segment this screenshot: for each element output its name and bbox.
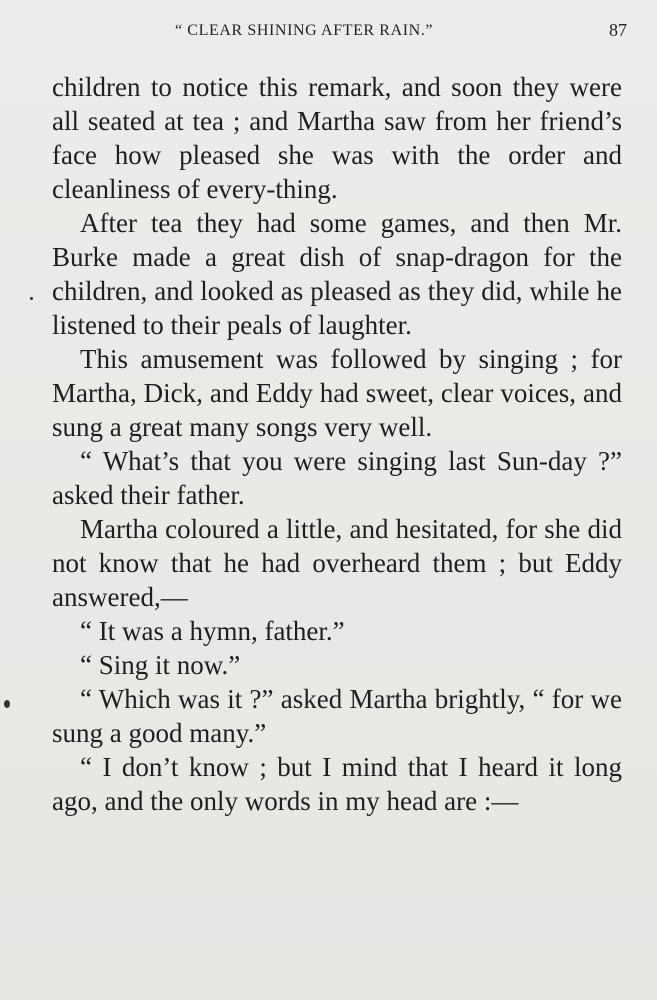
ink-speck [30,297,33,300]
paragraph: Martha coloured a little, and hesitated, for she did not know that he had overheard them ; but Eddy answered,— [52,514,622,612]
paragraph: “ Sing it now.” [80,650,241,680]
page-number: 87 [609,20,627,40]
paragraph: This amusement was followed by singing ; for Martha, Dick, and Eddy had sweet, clear voices, and sung a great many songs very well. [52,344,622,442]
body-text [52,70,622,818]
paragraph: “ What’s that you were singing last Sun-day ?” asked their father. [52,446,622,510]
running-head-title: “ CLEAR SHINING AFTER RAIN.” [175,22,434,39]
ink-speck [4,700,10,708]
paragraph: children to notice this remark, and soon they were all seated at tea ; and Martha saw from her friend’s face how pleased she was with the order and cleanliness of every-thing. [52,72,622,204]
paragraph: “ It was a hymn, father.” [80,616,345,646]
paragraph: After tea they had some games, and then Mr. Burke made a great dish of snap-dragon for the children, and looked as pleased as they did, while he listened to their peals of laughter. [52,208,622,340]
paragraph: “ I don’t know ; but I mind that I heard it long ago, and the only words in my head are :— [52,752,622,816]
paragraph: “ Which was it ?” asked Martha brightly, “ for we sung a good many.” [52,684,622,748]
